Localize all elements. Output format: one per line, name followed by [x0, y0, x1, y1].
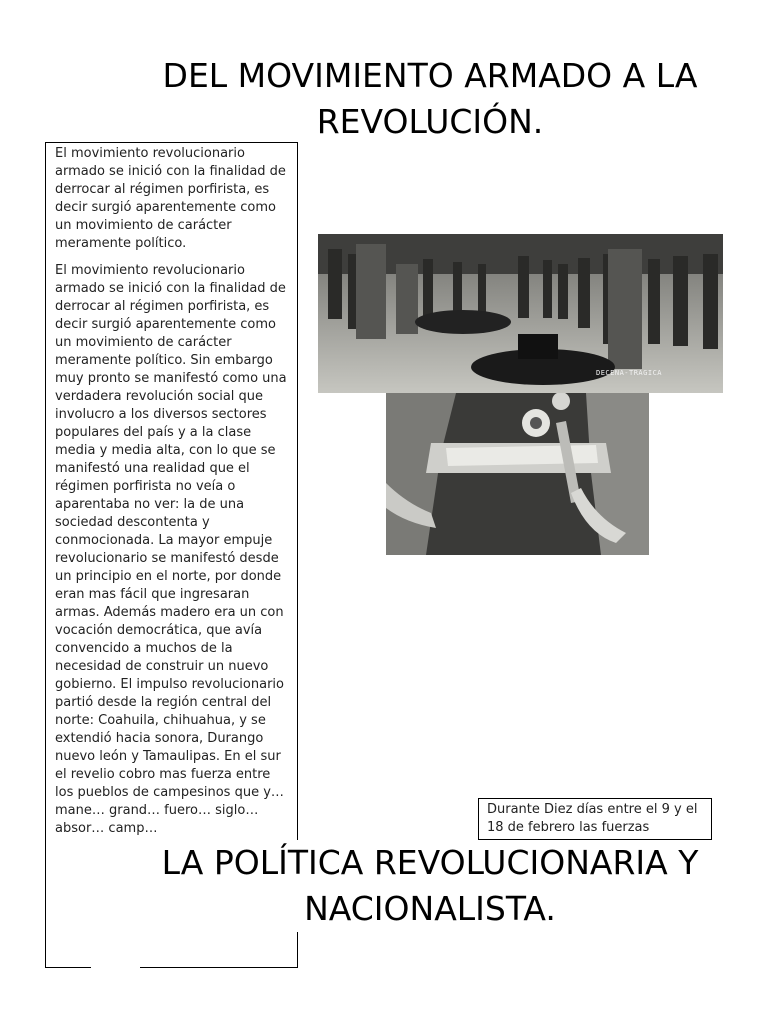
section-title-line-2: NACIONALISTA. [304, 889, 556, 928]
page-title [140, 53, 720, 145]
paragraph-1: El movimiento revolucionario armado se inició con la finalidad de derrocar al régimen porfirista, es decir surgió aparentemente como un movimiento de carácter meramente político. [55, 146, 286, 251]
section-title-line-1: LA POLÍTICA REVOLUCIONARIA Y [161, 843, 699, 882]
right-text-box [478, 798, 712, 840]
military-uniform-photo [386, 393, 649, 555]
military-uniform-image [386, 393, 649, 555]
title-line-2: REVOLUCIÓN. [316, 102, 544, 141]
overlay-cover [91, 840, 140, 970]
street-scene-photo [318, 234, 723, 393]
right-box-text: Durante Diez días entre el 9 y el 18 de febrero las fuerzas [487, 802, 698, 835]
title-line-1: DEL MOVIMIENTO ARMADO A LA [162, 56, 698, 95]
photo-inscription: DECENA-TRAGICA [596, 369, 663, 377]
paragraph-2: El movimiento revolucionario armado se inició con la finalidad de derrocar al régimen porfirista, es decir surgió aparentemente como un movimiento de carácter meramente político. Sin embargo muy pronto se manifestó como una verdadera revolución social que involucro a los diversos sectores populares del país y a la clase media y media alta, con lo que se manifestó una realidad que el régimen porfirista no veía o aparentaba no ver: la de una sociedad descontenta y conmocionada. La mayor empuje revolucionario se manifestó desde un principio en el norte, por donde eran mas fácil que ingresaran armas. Además madero era un con vocación democrática, que avía convencido a muchos de la necesidad de construir un nuevo gobierno. El impulso revolucionario partió desde la región central del norte: Coahuila, chihuahua, y se extendió hacia sonora, Durango nuevo león y Tamaulipas. En el sur el revelio cobro mas fuerza entre los pueblos de campesinos que y… mane… grand… fuero… siglo… absor… camp… [55, 263, 287, 836]
street-scene-image [318, 234, 723, 393]
section-title [140, 840, 720, 932]
